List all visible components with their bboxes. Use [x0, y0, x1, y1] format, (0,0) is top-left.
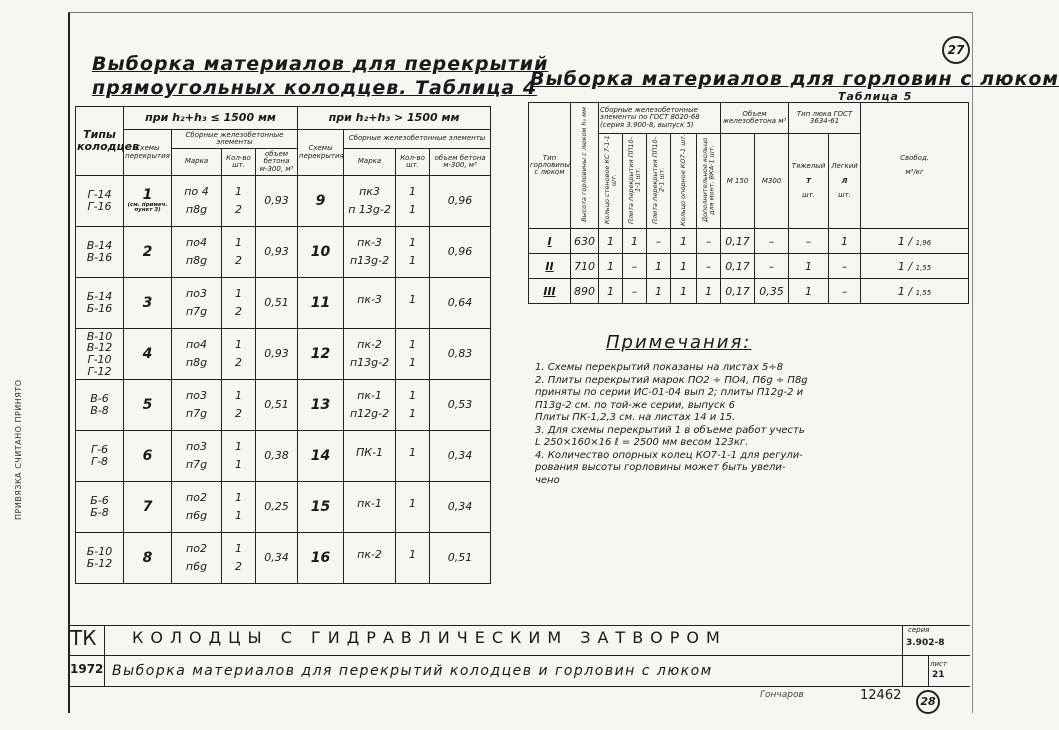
- t4-mark-a: по 4: [184, 185, 209, 199]
- t4-qty-b: 2: [235, 305, 242, 318]
- t4-schema-number: 7: [142, 498, 153, 515]
- page-number-top: 27: [942, 36, 970, 64]
- t4-qty-b: 2: [235, 254, 242, 267]
- t4-cell-mark-right: [344, 329, 396, 380]
- t4-mark-a: пк-2: [357, 338, 382, 352]
- note-line: L 250×160×16 ℓ = 2500 мм весом 123кг.: [535, 437, 749, 448]
- notes-list: [535, 362, 965, 487]
- t4-cell-qty-left: [222, 380, 256, 431]
- t5-header-heavy-sym: Т: [806, 176, 811, 185]
- t4-cell-schema-left: [124, 431, 172, 482]
- table4-title-line2: прямоугольных колодцев. Таблица 4: [92, 77, 538, 99]
- t4-qty-b: [397, 513, 428, 519]
- t4-mark-a: по2: [186, 491, 207, 505]
- t5-cell-e1: 1: [599, 254, 623, 279]
- t4-qty-a: 1: [235, 389, 242, 403]
- t5-weight-value: 1: [897, 259, 905, 273]
- table-row: [76, 329, 491, 380]
- t5-header-heavy-unit: шт.: [802, 191, 815, 200]
- t4-header-elements-left: Сборные железобетонные элементы: [172, 130, 298, 149]
- t4-cell-schema-right: 13: [298, 380, 344, 431]
- t4-cell-mark-left: [172, 482, 222, 533]
- t4-cell-mark-right: [344, 431, 396, 482]
- t5-cell-e1: 1: [599, 279, 623, 304]
- t4-mark-b: п7g: [185, 305, 208, 318]
- t4-cell-qty-left: [222, 176, 256, 227]
- t4-mark-a: по4: [186, 236, 207, 250]
- t5-cell-m300: 0,35: [755, 279, 789, 304]
- t4-mark-b: п7g: [185, 407, 208, 420]
- t4-mark-b: п12g-2: [349, 407, 390, 420]
- t5-header-heavy: [789, 134, 829, 229]
- title-block-vline-sheet: [928, 655, 929, 686]
- t5-header-m150: М 150: [721, 134, 755, 229]
- t4-cell-vol-right: 0,64: [430, 278, 491, 329]
- t4-qty-a: 1: [409, 389, 417, 403]
- t5-cell-type: I: [529, 229, 571, 254]
- t5-cell-e3: 1: [647, 279, 671, 304]
- t4-cell-types: В-6 В-8: [76, 380, 124, 431]
- t4-schema-number: 5: [142, 396, 153, 413]
- t4-header-mark-left: Марка: [172, 149, 222, 176]
- table-row: [76, 176, 491, 227]
- t4-cell-types: В-14 В-16: [76, 227, 124, 278]
- table-row: [76, 482, 491, 533]
- tk-label: ТК: [70, 626, 97, 650]
- table-row: [529, 279, 969, 304]
- t4-header-vol-right: объем бетона м-300, м³: [430, 149, 491, 176]
- t5-cell-m300: –: [755, 254, 789, 279]
- t4-qty-a: 1: [409, 236, 417, 250]
- t4-cell-qty-right: [396, 431, 430, 482]
- t5-cell-type: II: [529, 254, 571, 279]
- t4-cell-types: В-10 В-12 Г-10 Г-12: [76, 329, 124, 380]
- t4-mark-b: [345, 564, 394, 570]
- t4-schema-note: (см. примеч. пункт 3): [127, 201, 168, 214]
- t4-cell-types: Г-14 Г-16: [76, 176, 124, 227]
- t4-qty-b: 1: [409, 254, 417, 267]
- t4-cell-types: Б-6 Б-8: [76, 482, 124, 533]
- t4-header-types: Типы колодцев: [76, 107, 124, 176]
- t4-header-mark-right: Марка: [344, 149, 396, 176]
- table-row: [76, 380, 491, 431]
- t5-cell-e1: 1: [599, 229, 623, 254]
- t4-cell-schema-left: [124, 176, 172, 227]
- t4-schema-number: 2: [142, 243, 153, 260]
- t4-mark-b: п8g: [185, 356, 208, 369]
- title-block-vline-right: [902, 625, 903, 686]
- table5-title: Выборка материалов для горловин с люком: [530, 68, 1059, 90]
- t4-cell-qty-right: [396, 482, 430, 533]
- t4-schema-number: 4: [142, 345, 153, 362]
- sheet-value: 21: [932, 670, 945, 680]
- t4-mark-a: пк-1: [357, 389, 382, 403]
- t5-weight-unit: 1,96: [915, 238, 932, 247]
- t4-mark-b: [345, 513, 394, 519]
- note-line: рования высоты горловины может быть увели-: [535, 462, 786, 473]
- t4-qty-b: 2: [235, 203, 242, 216]
- t4-mark-b: п7g: [185, 458, 208, 471]
- t4-mark-a: по3: [186, 287, 207, 301]
- t4-cell-vol-left: 0,93: [256, 227, 298, 278]
- note-line: 4. Количество опорных колец КО7-1-1 для регули-: [535, 449, 803, 461]
- t4-cell-vol-left: 0,51: [256, 278, 298, 329]
- sheet-label: лист: [930, 660, 947, 668]
- t4-mark-b: [345, 462, 394, 468]
- t4-cell-qty-left: [222, 533, 256, 584]
- t5-header-lid: Тип люка ГОСТ 3634-61: [789, 103, 861, 134]
- t5-header-light-sym: Л: [841, 176, 848, 185]
- t4-cell-schema-right: 9: [298, 176, 344, 227]
- t4-header-vol-left: объем бетона м-300, м³: [256, 149, 298, 176]
- t5-cell-e4: 1: [671, 254, 697, 279]
- note-line: 1. Схемы перекрытий показаны на листах 5÷8: [535, 362, 784, 373]
- table-row: [529, 254, 969, 279]
- t4-mark-a: пк-3: [357, 236, 382, 250]
- t4-cell-types: Б-10 Б-12: [76, 533, 124, 584]
- t5-cell-e5: 1: [697, 279, 721, 304]
- t4-cell-schema-right: 16: [298, 533, 344, 584]
- title-block-vline-left: [104, 625, 105, 686]
- t4-qty-b: 2: [235, 407, 242, 420]
- t5-cell-t: 1: [789, 254, 829, 279]
- t5-cell-m300: –: [755, 229, 789, 254]
- t4-cell-mark-right: [344, 533, 396, 584]
- t4-cell-qty-left: [222, 431, 256, 482]
- t4-mark-a: ПК-1: [356, 446, 384, 460]
- t4-cell-mark-right: [344, 482, 396, 533]
- t5-cell-e4: 1: [671, 279, 697, 304]
- t4-header-schema-right: Схемы перекрытия: [298, 130, 344, 176]
- t4-mark-a: пк-1: [357, 497, 382, 511]
- t4-cell-mark-left: [172, 278, 222, 329]
- t5-cell-e2: –: [623, 254, 647, 279]
- t5-header-weight-unit: м³/кг: [905, 168, 924, 177]
- drawing-subtitle: Выборка материалов для перекрытий колодцев и горловин с люком: [112, 663, 713, 679]
- t5-header-e5: Дополнительное кольцо для монт. ВКА-1 шт.: [697, 134, 721, 229]
- t4-cell-mark-left: [172, 227, 222, 278]
- t5-cell-e5: –: [697, 254, 721, 279]
- t4-header-left: при h₂+h₃ ≤ 1500 мм: [124, 107, 298, 130]
- t4-cell-qty-left: [222, 329, 256, 380]
- t4-mark-b: п13g-2: [349, 356, 390, 369]
- t4-cell-types: Б-14 Б-16: [76, 278, 124, 329]
- t5-weight-unit: 1,55: [915, 288, 932, 297]
- t4-schema-number: 3: [142, 294, 153, 311]
- t4-qty-a: 1: [409, 446, 417, 460]
- t4-qty-b: 2: [235, 356, 242, 369]
- t4-mark-b: п6g: [185, 560, 208, 573]
- t4-mark-a: пк-3: [357, 293, 382, 307]
- t5-cell-l: –: [829, 254, 861, 279]
- t4-cell-mark-left: [172, 329, 222, 380]
- t4-qty-a: 1: [235, 542, 242, 556]
- t5-cell-e3: 1: [647, 254, 671, 279]
- t4-cell-qty-right: [396, 278, 430, 329]
- t5-header-type: Тип горловины с люком: [529, 103, 571, 229]
- t4-cell-vol-left: 0,93: [256, 176, 298, 227]
- note-line: 3. Для схемы перекрытий 1 в объеме работ учесть: [535, 424, 805, 436]
- t4-mark-a: по3: [186, 440, 207, 454]
- t5-header-volume: Объем железобетона м³: [721, 103, 789, 134]
- t4-qty-a: 1: [235, 236, 242, 250]
- t5-weight-value: 1: [897, 284, 905, 298]
- t4-qty-b: [397, 309, 428, 315]
- table-row: [76, 431, 491, 482]
- note-line: приняты по серии ИС-01-04 вып 2; плиты П12g-2 и: [535, 387, 804, 398]
- t4-mark-b: п13g-2: [349, 254, 390, 267]
- t5-cell-l: –: [829, 279, 861, 304]
- t5-header-light-label: Легкий: [831, 161, 858, 170]
- table-row: [76, 278, 491, 329]
- t5-cell-type: III: [529, 279, 571, 304]
- t5-cell-e2: –: [623, 279, 647, 304]
- table5: [528, 102, 969, 304]
- t4-cell-qty-right: [396, 176, 430, 227]
- note-line: Плиты ПК-1,2,3 см. на листах 14 и 15.: [535, 412, 736, 423]
- t5-cell-e2: 1: [623, 229, 647, 254]
- year-label: 1972: [70, 662, 104, 676]
- t4-qty-a: 1: [409, 338, 417, 352]
- t4-cell-schema-left: [124, 380, 172, 431]
- t4-qty-a: 1: [235, 440, 242, 454]
- t4-cell-qty-left: [222, 227, 256, 278]
- t4-qty-b: 1: [409, 407, 417, 420]
- note-line: чено: [535, 474, 560, 486]
- title-block-divider: [68, 655, 970, 656]
- t4-cell-schema-left: [124, 227, 172, 278]
- series-value: 3.902-8: [906, 638, 945, 648]
- t4-cell-vol-right: 0,51: [430, 533, 491, 584]
- drawing-main-title: КОЛОДЦЫ С ГИДРАВЛИЧЕСКИМ ЗАТВОРОМ: [132, 628, 727, 647]
- t4-cell-types: Г-6 Г-8: [76, 431, 124, 482]
- t4-cell-vol-left: 0,51: [256, 380, 298, 431]
- t5-header-weight-label: Свобод.: [900, 153, 930, 162]
- document-number: 12462: [860, 688, 902, 703]
- t4-qty-b: [397, 564, 428, 570]
- t5-header-light: [829, 134, 861, 229]
- t4-schema-number: 8: [142, 549, 153, 566]
- t4-header-qty-left: Кол-во шт.: [222, 149, 256, 176]
- t4-mark-a: пк-2: [357, 548, 382, 562]
- t5-header-light-unit: шт.: [838, 191, 851, 200]
- t4-mark-b: п6g: [185, 509, 208, 522]
- t4-cell-mark-right: [344, 278, 396, 329]
- note-line: П13g-2 см. по той-же серии, выпуск 6: [535, 399, 736, 411]
- t5-header-e2: Плита перекрытия ПП10-1-1 шт.: [623, 134, 647, 229]
- t4-cell-vol-right: 0,34: [430, 482, 491, 533]
- t5-cell-weight: 1 / 1,96: [861, 229, 969, 254]
- series-label: серия: [908, 626, 930, 634]
- t5-cell-e4: 1: [671, 229, 697, 254]
- signature: Гончаров: [760, 690, 804, 700]
- t4-cell-mark-right: [344, 380, 396, 431]
- t4-cell-vol-right: 0,34: [430, 431, 491, 482]
- t4-qty-b: 2: [235, 560, 242, 573]
- t4-qty-b: 1: [409, 203, 417, 216]
- t4-cell-vol-left: 0,25: [256, 482, 298, 533]
- t4-cell-qty-right: [396, 380, 430, 431]
- title-block-bottom: [68, 686, 970, 687]
- t4-mark-a: по2: [186, 542, 207, 556]
- t4-qty-a: 1: [409, 497, 417, 511]
- t4-mark-b: п8g: [185, 203, 208, 216]
- table-row: [76, 227, 491, 278]
- t4-cell-qty-left: [222, 278, 256, 329]
- t5-cell-m150: 0,17: [721, 229, 755, 254]
- t4-cell-mark-right: [344, 227, 396, 278]
- side-stamp-text: ПРИВЯЗКА СЧИТАНО ПРИНЯТО: [14, 379, 23, 520]
- t4-cell-vol-right: 0,96: [430, 227, 491, 278]
- t5-cell-e3: –: [647, 229, 671, 254]
- t4-cell-vol-right: 0,53: [430, 380, 491, 431]
- t4-cell-mark-left: [172, 431, 222, 482]
- t4-qty-b: 1: [235, 458, 242, 471]
- t4-qty-a: 1: [235, 185, 242, 199]
- t4-qty-a: 1: [235, 491, 242, 505]
- table-row: [529, 229, 969, 254]
- t4-cell-vol-left: 0,93: [256, 329, 298, 380]
- t4-cell-schema-left: [124, 329, 172, 380]
- t4-qty-a: 1: [235, 287, 242, 301]
- t4-qty-a: 1: [409, 548, 417, 562]
- t4-header-elements-right: Сборные железобетонные элементы: [344, 130, 491, 149]
- t4-cell-schema-right: 14: [298, 431, 344, 482]
- t4-mark-a: по3: [186, 389, 207, 403]
- t4-cell-qty-left: [222, 482, 256, 533]
- t5-cell-weight: 1 / 1,55: [861, 279, 969, 304]
- t5-header-e4: Кольцо опорное КО7-1 шт.: [671, 134, 697, 229]
- t4-qty-a: 1: [235, 338, 242, 352]
- t4-cell-schema-left: [124, 533, 172, 584]
- t4-cell-vol-left: 0,38: [256, 431, 298, 482]
- t4-cell-mark-right: [344, 176, 396, 227]
- t5-header-m300: М300: [755, 134, 789, 229]
- t5-cell-m150: 0,17: [721, 254, 755, 279]
- t4-qty-a: 1: [409, 185, 417, 199]
- t5-cell-t: –: [789, 229, 829, 254]
- t5-cell-t: 1: [789, 279, 829, 304]
- t4-cell-vol-right: 0,83: [430, 329, 491, 380]
- t4-cell-schema-right: 11: [298, 278, 344, 329]
- t5-header-elements: Сборные железобетонные элементы по ГОСТ 8020-68 (серия 3.900-8, выпуск 5): [599, 103, 721, 134]
- t5-cell-h: 630: [571, 229, 599, 254]
- t5-cell-l: 1: [829, 229, 861, 254]
- t4-qty-a: 1: [409, 293, 417, 307]
- table4-title: [92, 52, 548, 100]
- t4-cell-vol-right: 0,96: [430, 176, 491, 227]
- t4-cell-vol-left: 0,34: [256, 533, 298, 584]
- t4-header-qty-right: Кол-во шт.: [396, 149, 430, 176]
- t4-cell-qty-right: [396, 227, 430, 278]
- t4-mark-a: по4: [186, 338, 207, 352]
- t4-mark-b: п8g: [185, 254, 208, 267]
- t4-qty-b: 1: [235, 509, 242, 522]
- t5-header-heavy-label: Тяжелый: [791, 161, 826, 170]
- table-row: [76, 533, 491, 584]
- t5-header-e3: Плита перекрытия ПП10-2-1 шт.: [647, 134, 671, 229]
- t5-cell-weight: 1 / 1,55: [861, 254, 969, 279]
- t4-schema-number: 6: [142, 447, 153, 464]
- t4-mark-b: п 13g-2: [348, 203, 391, 216]
- t4-cell-schema-left: [124, 278, 172, 329]
- t5-header-height: Высота горловины с люком h₁ мм: [571, 103, 599, 229]
- t4-cell-schema-right: 12: [298, 329, 344, 380]
- t5-header-e1: Кольцо стеновое КС 7-1-1 шт.: [599, 134, 623, 229]
- t4-mark-b: [345, 309, 394, 315]
- notes-title: Примечания:: [606, 332, 752, 353]
- table5-subtitle: Таблица 5: [838, 90, 913, 103]
- page-number-bottom: 28: [916, 690, 940, 714]
- t4-header-schema-left: Схемы перекрытия: [124, 130, 172, 176]
- t5-weight-unit: 1,55: [915, 263, 932, 272]
- t4-cell-mark-left: [172, 533, 222, 584]
- t4-cell-schema-right: 15: [298, 482, 344, 533]
- t5-cell-h: 710: [571, 254, 599, 279]
- t4-cell-qty-right: [396, 533, 430, 584]
- t5-cell-h: 890: [571, 279, 599, 304]
- t4-mark-a: пк3: [359, 185, 380, 199]
- table4: [75, 106, 491, 584]
- t5-cell-e5: –: [697, 229, 721, 254]
- t4-cell-mark-left: [172, 176, 222, 227]
- t4-header-right: при h₂+h₃ > 1500 мм: [298, 107, 491, 130]
- t4-schema-number: 1: [142, 186, 153, 203]
- t4-qty-b: 1: [409, 356, 417, 369]
- t5-cell-m150: 0,17: [721, 279, 755, 304]
- t4-cell-schema-left: [124, 482, 172, 533]
- t4-qty-b: [397, 462, 428, 468]
- t5-header-weight: [861, 103, 969, 229]
- t5-weight-value: 1: [897, 234, 905, 248]
- note-line: 2. Плиты перекрытий марок ПО2 ÷ ПО4, П6g ÷ П8g: [535, 374, 808, 386]
- t4-cell-schema-right: 10: [298, 227, 344, 278]
- t4-cell-qty-right: [396, 329, 430, 380]
- t4-cell-mark-left: [172, 380, 222, 431]
- table4-title-line1: Выборка материалов для перекрытий: [92, 53, 549, 75]
